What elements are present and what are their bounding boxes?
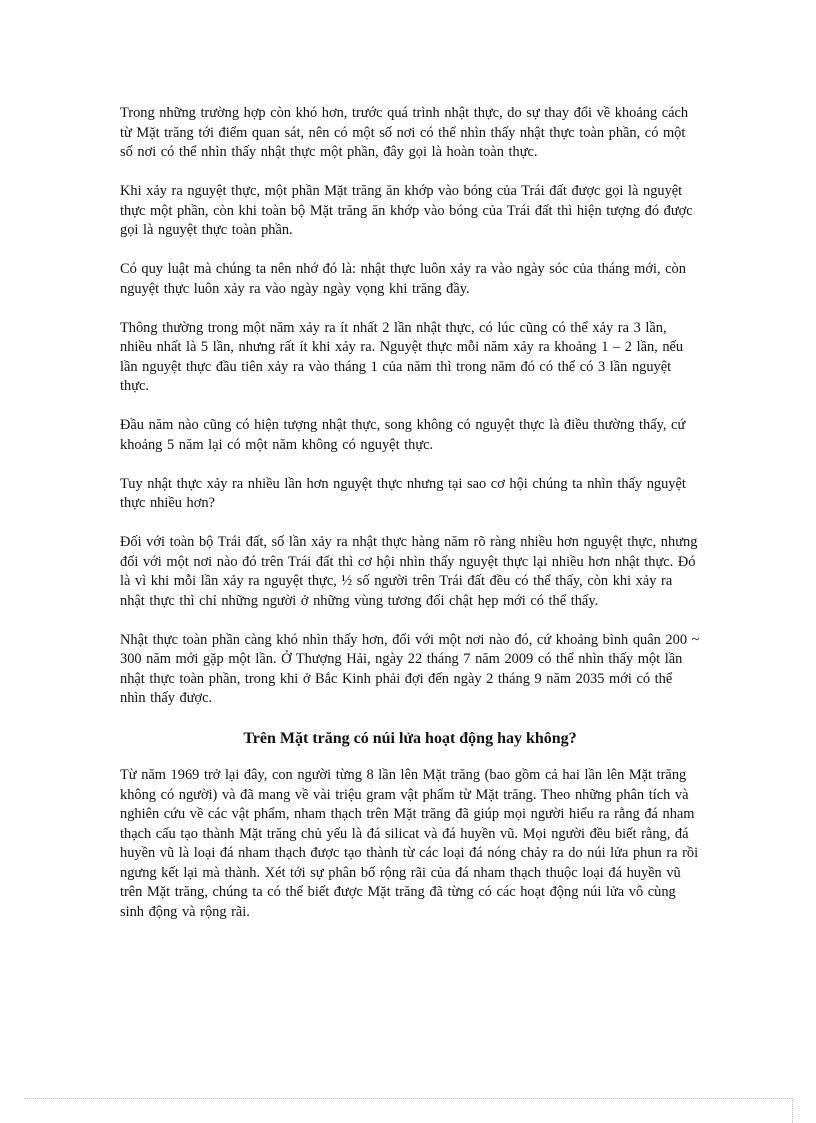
- paragraph-1: Trong những trường hợp còn khó hơn, trước quá trình nhật thực, do sự thay đổi về khoảng cách từ Mặt trăng tới điểm quan sát, nên có một số nơi có thể nhìn thấy nhật thực toàn phần, có một số nơi có thể nhìn thấy nhật thực một phần, đây gọi là hoàn toàn thực.: [120, 105, 689, 160]
- paragraph-4: Thông thường trong một năm xảy ra ít nhất 2 lần nhật thực, có lúc cũng có thể xảy ra 3 lần, nhiều nhất là 5 lần, nhưng rất ít khi xảy ra. Nguyệt thực mỗi năm xảy ra khoảng 1 – 2 lần, nếu lần nguyệt thực đầu tiên xảy ra vào tháng 1 của năm thì trong năm đó có thể có 3 lần nguyệt thực.: [120, 319, 684, 394]
- paragraph-8: Nhật thực toàn phần càng khó nhìn thấy hơn, đối với một nơi nào đó, cứ khoảng bình quân 200 ~ 300 năm mới gặp một lần. Ở Thượng Hải, ngày 22 tháng 7 năm 2009 có thể nhìn thấy một lần nhật thực toàn phần, trong khi ở Bắc Kinh phải đợi đến ngày 2 tháng 9 năm 2035 mới có thể nhìn thấy được.: [120, 631, 700, 706]
- paragraph-7: Đối với toàn bộ Trái đất, số lần xảy ra nhật thực hàng năm rõ ràng nhiều hơn nguyệt thực, nhưng đối với một nơi nào đó trên Trái đất thì cơ hội nhìn thấy nguyệt thực lại nhiều hơn nhật thực. Đó là vì khi mỗi lần xảy ra nguyệt thực, ½ số người trên Trái đất đều có thể thấy, còn khi xảy ra nhật thực thì chỉ những người ở những vùng tương đối chật hẹp mới có thể thấy.: [120, 534, 698, 609]
- paragraph-9: Từ năm 1969 trở lại đây, con người từng 8 lần lên Mặt trăng (bao gồm cả hai lần lên Mặt trăng không có người) và đã mang về vài triệu gram vật phẩm từ Mặt trăng. Theo những phân tích và nghiên cứu về các vật phẩm, nham thạch trên Mặt trăng đã giúp mọi người hiểu ra rằng đá nham thạch cấu tạo thành Mặt trăng chủ yếu là đá silicat và đá huyền vũ. Mọi người đều biết rằng, đá huyền vũ là loại đá nham thạch được tạo thành từ các loại đá nóng chảy ra do núi lửa phun ra rồi ngưng kết lại mà thành. Xét tới sự phân bố rộng rãi của đá nham thạch thuộc loại đá huyền vũ trên Mặt trăng, chúng ta có thể biết được Mặt trăng đã từng có các hoạt động núi lửa vô cùng sinh động và rộng rãi.: [120, 767, 699, 920]
- paragraph-3: Có quy luật mà chúng ta nên nhớ đó là: nhật thực luôn xảy ra vào ngày sóc của tháng mới, còn nguyệt thực luôn xảy ra vào ngày ngày vọng khi trăng đầy.: [120, 261, 686, 297]
- paragraph-6: Tuy nhật thực xảy ra nhiều lần hơn nguyệt thực nhưng tại sao cơ hội chúng ta nhìn thấy nguyệt thực nhiều hơn?: [120, 475, 686, 511]
- page-right-border: [792, 1098, 793, 1123]
- page-bottom-border: [24, 1098, 792, 1099]
- section-heading: Trên Mặt trăng có núi lửa hoạt động hay không?: [243, 730, 577, 747]
- document-body: [120, 104, 700, 942]
- paragraph-5: Đầu năm nào cũng có hiện tượng nhật thực, song không có nguyệt thực là điều thường thấy, cứ khoảng 5 năm lại có một năm không có nguyệt thực.: [120, 417, 686, 453]
- paragraph-2: Khi xảy ra nguyệt thực, một phần Mặt trăng ăn khớp vào bóng của Trái đất được gọi là nguyệt thực một phần, còn khi toàn bộ Mặt trăng ăn khớp vào bóng của Trái đất thì hiện tượng đó được gọi là nguyệt thực toàn phần.: [120, 183, 693, 238]
